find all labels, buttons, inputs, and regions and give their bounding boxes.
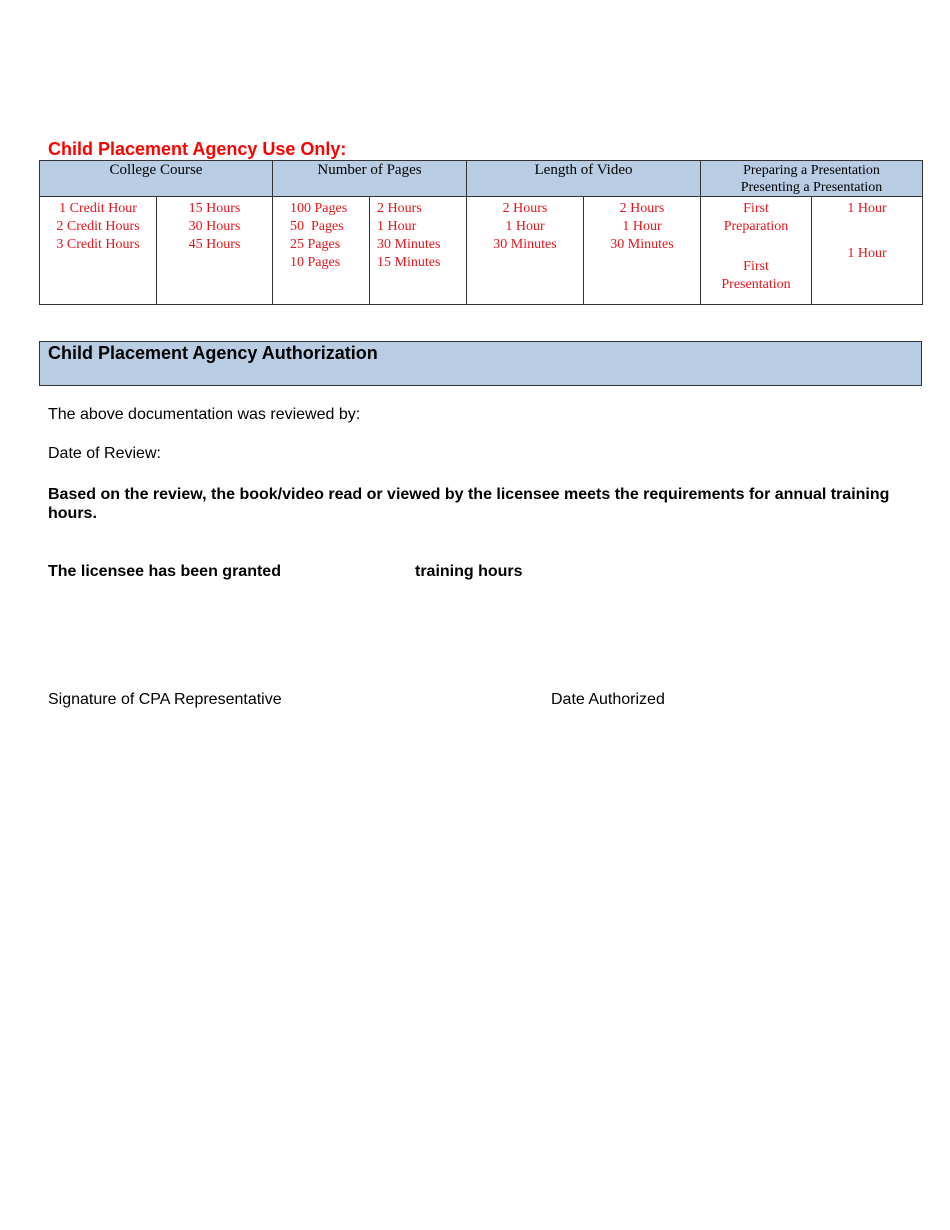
pages-count-list <box>290 200 347 272</box>
list-item: 2 Hours <box>502 201 548 216</box>
section-title-authorization: Child Placement Agency Authorization <box>48 343 378 363</box>
list-item: Preparation <box>723 219 789 234</box>
header-cell-college <box>39 160 273 197</box>
list-item: 2 Hours <box>619 201 665 216</box>
list-item: 1 Hour <box>377 219 417 234</box>
list-item: 2 Credit Hours <box>56 219 140 234</box>
list-item: 100 Pages <box>290 201 348 216</box>
header-cell-pages <box>272 160 467 197</box>
cell-video-hours <box>583 196 701 305</box>
list-item: 30 Minutes <box>610 237 674 252</box>
list-item: First <box>743 259 769 274</box>
list-item: 1 Hour <box>622 219 662 234</box>
date-of-review-label: Date of Review: <box>48 445 161 462</box>
college-hours-list <box>157 200 272 254</box>
date-authorized-label: Date Authorized <box>551 691 665 708</box>
list-item: First <box>743 201 769 216</box>
video-length-list <box>467 200 583 254</box>
presentation-hour-2: 1 Hour <box>847 246 887 261</box>
pages-hours-list <box>377 200 440 272</box>
list-item: 2 Hours <box>377 201 422 216</box>
review-statement: Based on the review, the book/video read or viewed by the licensee meets the requirements for annual training hours. <box>48 486 890 522</box>
cell-pages-count <box>272 196 370 305</box>
header-presentation-line1: Preparing a Presentation <box>743 163 880 178</box>
granted-prefix: The licensee has been granted <box>48 563 281 580</box>
header-presentation-line2: Presenting a Presentation <box>740 180 883 195</box>
header-presentation <box>701 162 922 196</box>
cell-video-length <box>466 196 584 305</box>
list-item: 1 Credit Hour <box>59 201 137 216</box>
list-item: 45 Hours <box>188 237 241 252</box>
list-item: Presentation <box>721 277 791 292</box>
list-item: 3 Credit Hours <box>56 237 140 252</box>
presentation-first-preparation <box>701 200 811 236</box>
header-pages: Number of Pages <box>317 162 422 178</box>
list-item: 15 Hours <box>188 201 241 216</box>
cell-college-hours <box>156 196 273 305</box>
college-credits-list <box>40 200 156 254</box>
reviewed-by-label: The above documentation was reviewed by: <box>48 406 361 423</box>
cell-presentation-hours <box>811 196 923 305</box>
presentation-first-presentation <box>701 258 811 294</box>
section-title-agency-use: Child Placement Agency Use Only: <box>48 139 347 159</box>
presentation-hour-1: 1 Hour <box>847 201 887 216</box>
header-cell-video <box>466 160 701 197</box>
list-item: 15 Minutes <box>377 255 441 270</box>
video-hours-list <box>584 200 700 254</box>
list-item: 1 Hour <box>505 219 545 234</box>
header-video: Length of Video <box>534 162 633 178</box>
list-item: 30 Hours <box>188 219 241 234</box>
list-item: 30 Minutes <box>493 237 557 252</box>
list-item: 25 Pages <box>290 237 341 252</box>
signature-label: Signature of CPA Representative <box>48 691 282 708</box>
cell-presentation-type <box>700 196 812 305</box>
cell-college-credits <box>39 196 157 305</box>
granted-suffix: training hours <box>415 563 523 580</box>
header-college: College Course <box>109 162 203 178</box>
list-item: 50 Pages <box>290 219 344 234</box>
cell-pages-hours <box>369 196 467 305</box>
header-cell-presentation <box>700 160 923 197</box>
list-item: 30 Minutes <box>377 237 441 252</box>
list-item: 10 Pages <box>290 255 341 270</box>
